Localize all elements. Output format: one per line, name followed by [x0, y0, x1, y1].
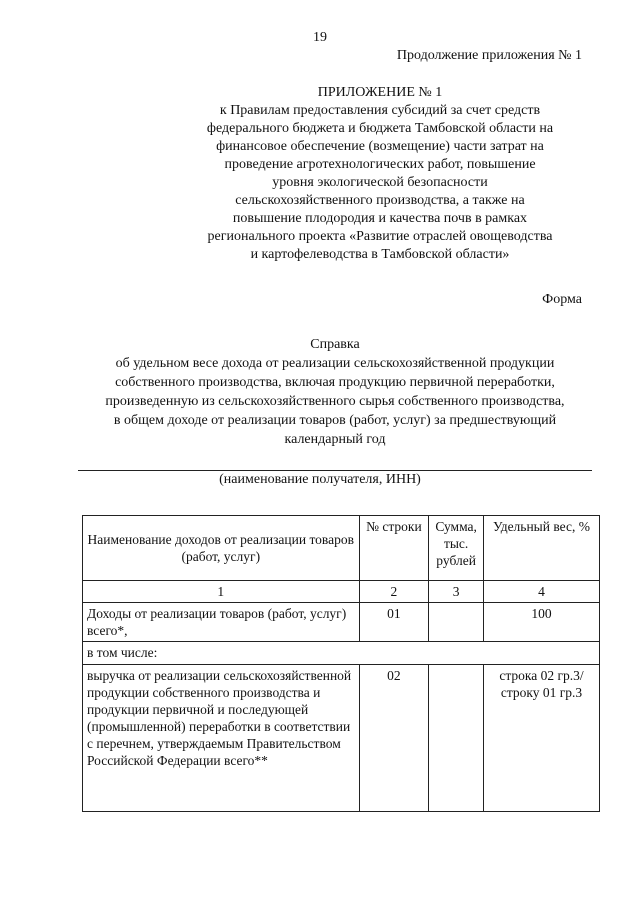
header-share: Удельный вес, %	[484, 516, 600, 581]
table-row	[83, 665, 600, 812]
recipient-input-line	[78, 470, 592, 471]
appendix-line: регионального проекта «Развитие отраслей овощеводства	[207, 229, 553, 244]
appendix-line: сельскохозяйственного производства, а также на	[235, 193, 525, 208]
header-name: Наименование доходов от реализации товаров (работ, услуг)	[83, 516, 360, 581]
column-number: 2	[359, 581, 429, 603]
spravka-line: произведенную из сельскохозяйственного сырья собственного производства,	[105, 394, 565, 409]
form-label: Форма	[542, 292, 582, 307]
row-name: Доходы от реализации товаров (работ, услуг) всего*,	[83, 603, 360, 642]
column-number: 1	[83, 581, 360, 603]
income-table	[82, 515, 600, 812]
appendix-line: проведение агротехнологических работ, повышение	[224, 157, 536, 172]
spravka-line: в общем доходе от реализации товаров (работ, услуг) за предшествующий	[113, 413, 557, 428]
appendix-line: финансовое обеспечение (возмещение) части затрат на	[216, 139, 544, 154]
appendix-title: ПРИЛОЖЕНИЕ № 1	[317, 85, 443, 100]
header-row-no: № строки	[359, 516, 429, 581]
recipient-caption: (наименование получателя, ИНН)	[219, 472, 421, 487]
appendix-line: федерального бюджета и бюджета Тамбовской области на	[206, 121, 554, 136]
appendix-line: повышение плодородия и качества почв в рамках	[232, 211, 528, 226]
row-subheading: в том числе:	[83, 642, 600, 665]
row-sum-cell[interactable]	[429, 603, 484, 642]
row-name: выручка от реализации сельскохозяйственной продукции собственного производства и продукции первичной и последующей (промышленной) переработки в соответствии с перечнем, утверждаемым Правительством Российской Федерации всего**	[83, 665, 360, 812]
row-share: 100	[484, 603, 600, 642]
spravka-block	[60, 335, 610, 449]
spravka-line: об удельном весе дохода от реализации сельскохозяйственной продукции	[115, 356, 555, 371]
table-row	[83, 603, 600, 642]
appendix-block	[170, 84, 590, 264]
column-number: 4	[484, 581, 600, 603]
appendix-line: уровня экологической безопасности	[272, 175, 488, 190]
row-number: 02	[359, 665, 429, 812]
spravka-line: календарный год	[284, 432, 386, 447]
table-header-row	[83, 516, 600, 581]
row-sum-cell[interactable]	[429, 665, 484, 812]
appendix-line: к Правилам предоставления субсидий за счет средств	[219, 103, 541, 118]
spravka-line: собственного производства, включая продукцию первичной переработки,	[115, 375, 555, 390]
continuation-note: Продолжение приложения № 1	[396, 48, 582, 63]
row-number: 01	[359, 603, 429, 642]
header-sum: Сумма, тыс. рублей	[429, 516, 484, 581]
row-share: строка 02 гр.3/ строку 01 гр.3	[484, 665, 600, 812]
page-number: 19	[313, 30, 327, 45]
table-row	[83, 642, 600, 665]
column-numbers-row	[83, 581, 600, 603]
spravka-title: Справка	[310, 337, 360, 352]
column-number: 3	[429, 581, 484, 603]
appendix-line: и картофелеводства в Тамбовской области»	[250, 247, 510, 262]
